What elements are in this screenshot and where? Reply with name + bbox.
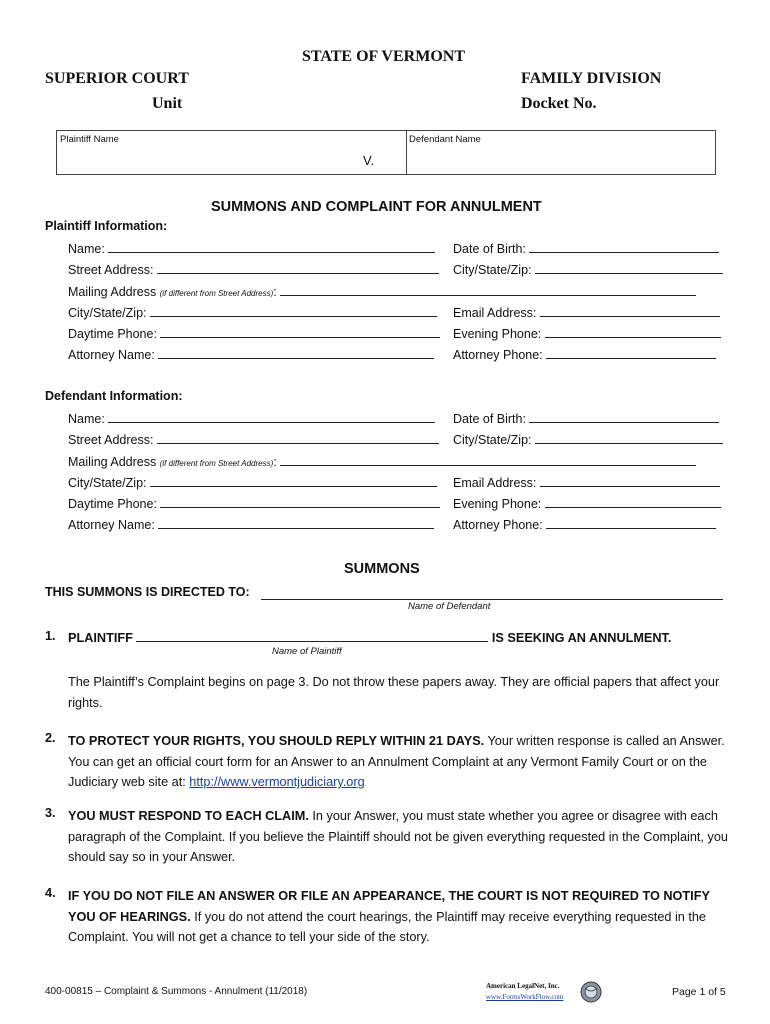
defendant-attorneyphone-input[interactable] <box>546 516 716 529</box>
label: Evening Phone: <box>453 327 542 341</box>
plaintiff-street-row <box>68 261 439 277</box>
item-4-number: 4. <box>45 886 56 900</box>
item-1-number: 1. <box>45 629 56 643</box>
label: Email Address: <box>453 306 537 320</box>
item-1-text: The Plaintiff’s Complaint begins on page 3. Do not throw these papers away. They are official papers that affect your rights. <box>68 675 720 710</box>
plaintiff-email-row <box>453 304 720 320</box>
defendant-city-row <box>453 431 723 447</box>
label: Attorney Phone: <box>453 348 543 362</box>
defendant-mailing-input[interactable] <box>280 453 696 466</box>
defendant-email-row <box>453 474 720 490</box>
unit-label: Unit <box>152 95 183 112</box>
vendor-logo <box>484 980 604 1006</box>
directed-to-label: THIS SUMMONS IS DIRECTED TO: <box>45 585 250 599</box>
plaintiff-city2-row <box>68 304 437 320</box>
plaintiff-city2-input[interactable] <box>150 304 437 317</box>
plaintiff-dob-row <box>453 240 719 256</box>
item-2-bold: TO PROTECT YOUR RIGHTS, YOU SHOULD REPLY WITHIN 21 DAYS. <box>68 734 485 748</box>
item-1-line <box>68 629 671 645</box>
plaintiff-attorneyphone-row <box>453 346 716 362</box>
item-4-paragraph <box>68 886 728 948</box>
plaintiff-dob-input[interactable] <box>529 240 719 253</box>
form-id: 400-00815 – Complaint & Summons - Annulment (11/2018) <box>45 986 308 997</box>
label: Date of Birth: <box>453 242 526 256</box>
plaintiff-mailing-input[interactable] <box>280 283 696 296</box>
label: Mailing Address <box>68 455 157 469</box>
caption-box <box>56 130 716 175</box>
mailing-note: (if different from Street Address) <box>159 289 274 298</box>
label: Name: <box>68 412 105 426</box>
defendant-attorney-input[interactable] <box>158 516 434 529</box>
vendor-url[interactable]: www.FormsWorkFlow.com <box>486 993 564 1001</box>
mailing-note: (if different from Street Address) <box>159 459 274 468</box>
label: City/State/Zip: <box>453 433 532 447</box>
label: Attorney Name: <box>68 348 155 362</box>
label: Email Address: <box>453 476 537 490</box>
plaintiff-dayphone-input[interactable] <box>160 325 440 338</box>
summons-heading: SUMMONS <box>344 561 420 577</box>
name-of-plaintiff-caption: Name of Plaintiff <box>272 646 342 657</box>
label: City/State/Zip: <box>68 306 147 320</box>
defendant-attorney-row <box>68 516 434 532</box>
item-2-text: Your written response is called an Answer. You can get an official court form for an Answer to an Annulment Complaint at any Vermont Family Court or on the Judiciary web site at: <box>68 734 725 789</box>
plaintiff-city-row <box>453 261 723 277</box>
plaintiff-info-heading: Plaintiff Information: <box>45 219 168 233</box>
defendant-city-input[interactable] <box>535 431 723 444</box>
label: Mailing Address <box>68 285 157 299</box>
item-3-bold: YOU MUST RESPOND TO EACH CLAIM. <box>68 809 309 823</box>
label: City/State/Zip: <box>453 263 532 277</box>
plaintiff-name-field[interactable] <box>57 131 406 174</box>
defendant-mailing-row: Mailing Address (if different from Street Address): <box>68 453 696 469</box>
label: Street Address: <box>68 433 154 447</box>
plaintiff-mailing-row: Mailing Address (if different from Street Address): <box>68 283 696 299</box>
defendant-dayphone-row <box>68 495 440 511</box>
court-name: SUPERIOR COURT <box>45 70 189 87</box>
defendant-evephone-input[interactable] <box>545 495 721 508</box>
plaintiff-name-input[interactable] <box>108 240 435 253</box>
defendant-attorneyphone-row <box>453 516 716 532</box>
defendant-dayphone-input[interactable] <box>160 495 440 508</box>
globe-icon <box>580 980 602 1004</box>
defendant-name-label: Defendant Name <box>409 134 481 145</box>
defendant-evephone-row <box>453 495 721 511</box>
page-number: Page 1 of 5 <box>672 986 726 998</box>
defendant-city2-input[interactable] <box>150 474 437 487</box>
defendant-email-input[interactable] <box>540 474 720 487</box>
label: Evening Phone: <box>453 497 542 511</box>
label: Daytime Phone: <box>68 327 157 341</box>
state-title: STATE OF VERMONT <box>302 48 465 65</box>
form-title: SUMMONS AND COMPLAINT FOR ANNULMENT <box>211 199 542 215</box>
item-3-text: In your Answer, you must state whether you agree or disagree with each paragraph of the Complaint. If you believe the Plaintiff should not be given everything requested in the Complaint, you should say so in your Answer. <box>68 809 728 864</box>
defendant-name-field[interactable] <box>407 131 714 174</box>
versus: V. <box>363 153 375 168</box>
plaintiff-city-input[interactable] <box>535 261 723 274</box>
plaintiff-name-label: Plaintiff Name <box>60 134 119 145</box>
plaintiff-email-input[interactable] <box>540 304 720 317</box>
label: Attorney Name: <box>68 518 155 532</box>
defendant-street-input[interactable] <box>157 431 439 444</box>
defendant-street-row <box>68 431 439 447</box>
plaintiff-evephone-input[interactable] <box>545 325 721 338</box>
label: Name: <box>68 242 105 256</box>
plaintiff-attorneyphone-input[interactable] <box>546 346 716 359</box>
label: City/State/Zip: <box>68 476 147 490</box>
name-of-defendant-caption: Name of Defendant <box>408 601 491 612</box>
docket-label: Docket No. <box>521 95 597 112</box>
item-2-paragraph <box>68 731 728 793</box>
item-4-bold: IF YOU DO NOT FILE AN ANSWER OR FILE AN APPEARANCE, THE COURT IS NOT REQUIRED TO NOTIFY YOU OF HEARINGS. <box>68 889 710 924</box>
defendant-directed-input[interactable] <box>261 586 723 600</box>
defendant-name-row <box>68 410 435 426</box>
defendant-name-input[interactable] <box>108 410 435 423</box>
item-3-number: 3. <box>45 806 56 820</box>
judiciary-link[interactable]: http://www.vermontjudiciary.org <box>189 775 365 789</box>
defendant-dob-row <box>453 410 719 426</box>
plaintiff-dayphone-row <box>68 325 440 341</box>
plaintiff-seeking-input[interactable] <box>136 629 488 642</box>
division-name: FAMILY DIVISION <box>521 70 662 87</box>
label: Attorney Phone: <box>453 518 543 532</box>
label: Daytime Phone: <box>68 497 157 511</box>
plaintiff-street-input[interactable] <box>157 261 439 274</box>
label: Street Address: <box>68 263 154 277</box>
plaintiff-attorney-row <box>68 346 434 362</box>
item-3-paragraph <box>68 806 728 868</box>
plaintiff-name-row <box>68 240 435 256</box>
item-4-text: If you do not attend the court hearings, the Plaintiff may receive everything requested in the Complaint. You will not get a chance to tell your side of the story. <box>68 909 706 944</box>
defendant-city2-row <box>68 474 437 490</box>
defendant-dob-input[interactable] <box>529 410 719 423</box>
defendant-info-heading: Defendant Information: <box>45 389 183 403</box>
seeking-annulment: IS SEEKING AN ANNULMENT. <box>491 631 672 645</box>
label: Date of Birth: <box>453 412 526 426</box>
vendor-name: American LegalNet, Inc. <box>486 982 560 990</box>
plaintiff-attorney-input[interactable] <box>158 346 434 359</box>
item-2-number: 2. <box>45 731 56 745</box>
plaintiff-label: PLAINTIFF <box>68 631 133 645</box>
plaintiff-evephone-row <box>453 325 721 341</box>
